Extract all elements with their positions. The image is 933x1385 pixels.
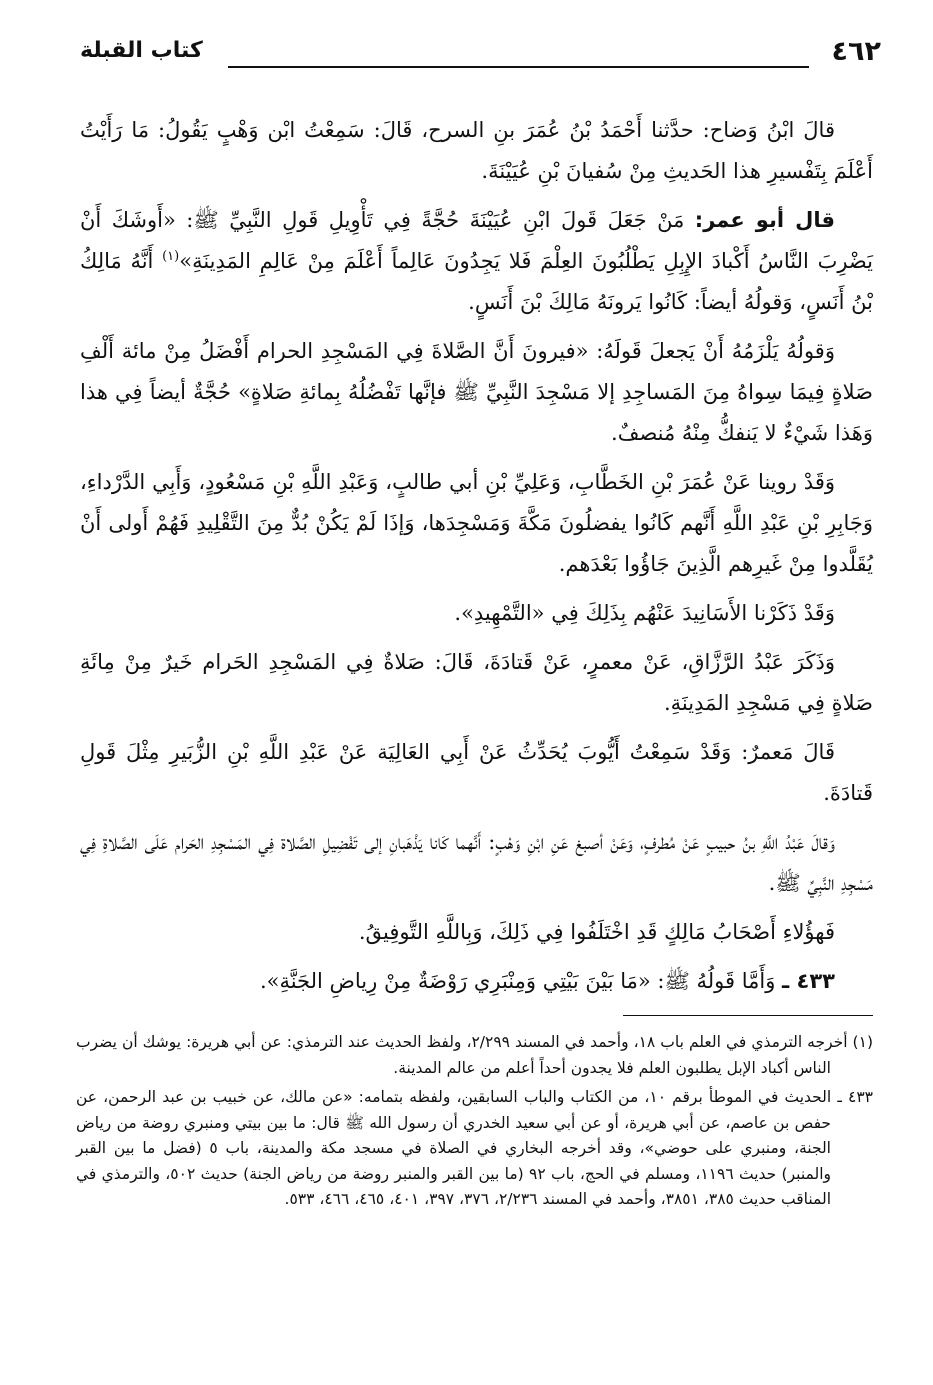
footnotes	[76, 1030, 873, 1217]
speaker-label: قال أبو عمر:	[694, 208, 835, 232]
footnote-ref-1[interactable]: (١)	[162, 249, 180, 264]
paragraph-3: وَقولُهُ يَلْزَمُهُ أَنْ يَجعلَ قَولَهُ: «فيرونَ أَنَّ الصَّلاةَ فِي المَسْجِدِ الحرام أَفْضَلُ مِنْ مائة أَلْفِ صَلاةٍ فِيمَا سِواهُ مِنَ المَساجِدِ إلا مَسْجِدَ النَّبِيِّ ﷺ فإنَّها تَفْضُلُهُ بِمائةِ صَلاةٍ» حُجَّةٌ أيضاً فِي هذا وَهَذا شَيْءٌ لا يَنفكُّ مِنْهُ مُنصفٌ.	[80, 339, 873, 445]
page-number: ٤٦٢	[831, 36, 881, 67]
paragraph-6: وَذَكَرَ عَبْدُ الرَّزَّاقِ، عَنْ معمرٍ، عَنْ قَتادَةَ، قَالَ: صَلاةٌ فِي المَسْجِدِ الحَرام خَيرٌ مِنْ مِائَةِ صَلاةٍ فِي مَسْجِدِ المَدِينَةِ.	[80, 650, 873, 715]
page-header	[80, 34, 881, 74]
paragraph-10-text: وَأَمَّا قَولُهُ ﷺ: «مَا بَيْنَ بَيْتِي وَمِنْبَرِي رَوْضَةٌ مِنْ رِياضِ الجَنَّةِ».	[259, 969, 783, 993]
paragraph-1: قالَ ابْنُ وَضاح: حدَّثنا أَحْمَدُ بْنُ عُمَرَ بنِ السرح، قَالَ: سَمِعْتُ ابْن وَهْبٍ يَقُولُ: مَا رَأَيْتُ أَعْلَمَ بِتَفْسيرِ هذا الحَديثِ مِنْ سُفيانَ بْنِ عُيَيْنَةَ.	[80, 118, 873, 183]
paragraph-8: وَقالَ عَبْدُ اللَّهِ بنُ حبيبٍ عَنْ مُطرفٍ، وَعَنْ أصبغ عَنِ ابْنِ وَهْبٍ: أَنَّهما كَانا يَذْهَبانِ إلى تَفْضِيلِ الصَّلاة فِي المَسْجِدِ الحَرام عَلَى الصَّلاةِ فِي مَسْجِدِ النَّبِيِّ ﷺ.	[80, 830, 873, 895]
hadith-number: ٤٣٣ ـ	[782, 969, 835, 993]
paragraph-7: قَالَ مَعمرٌ: وَقَدْ سَمِعْتُ أَيُّوبَ يُحَدِّثُ عَنْ أَبِي العَالِيَة عَنْ عَبْدِ اللَّهِ بْنِ الزُّبَيرِ مِثْلَ قَولِ قَتادَةَ.	[80, 740, 873, 805]
book-title: كتاب القبلة	[80, 38, 203, 63]
footnote-divider	[623, 1015, 873, 1016]
paragraph-9: فَهؤُلاءِ أَصْحَابُ مَالِكٍ قَدِ اخْتَلَفُوا فِي ذَلِكَ، وَبِاللَّهِ التَّوفِيقُ.	[358, 920, 835, 944]
footnote-2: ٤٣٣ ـ الحديث في الموطأ برقم ١٠، من الكتاب والباب السابقين، ولفظه بتمامه: «عن مالك، عن خبيب بن عبد الرحمن، عن حفص بن عاصم، عن أبي هريرة، أو عن أبي سعيد الخدري أن رسول الله ﷺ قال: ما بين بيتي ومنبري روضة من رياض الجنة، ومنبري على حوضي»، وقد أخرجه البخاري في الصلاة في مسجد مكة والمدينة، باب ٥ (فضل ما بين القبر والمنبر) حديث ١١٩٦، ومسلم في الحج، باب ٩٢ (ما بين القبر والمنبر روضة من رياض الجنة) حديث ٥٠٢، والترمذي في المناقب حديث ٣٨٥، ٣٨٥١، وأحمد في المسند ٢/٢٣٦، ٣٧٦، ٣٩٧، ٤٠١، ٤٦٥، ٤٦٦، ٥٣٣.	[76, 1088, 873, 1208]
main-text	[80, 110, 873, 1010]
paragraph-2-tail: أَنَّهُ مَالِكُ بْنُ أَنَسٍ، وَقولُهُ أيضاً: كَانُوا يَرونَهُ مَالِكَ بْنَ أَنَسٍ.	[80, 249, 873, 314]
footnote-1: (١) أخرجه الترمذي في العلم باب ١٨، وأحمد في المسند ٢/٢٩٩، ولفظ الحديث عند الترمذي: عن أبي هريرة: يوشك أن يضرب الناس أكباد الإبل يطلبون العلم فلا يجدون أحداً أعلم من عالم المدينة.	[76, 1033, 873, 1077]
header-rule	[228, 66, 809, 68]
paragraph-2	[80, 200, 873, 323]
paragraph-2-text: مَنْ جَعَلَ قَولَ ابْنِ عُيَيْنَةَ حُجَّةً فِي تَأْوِيلِ قَولِ النَّبِيِّ ﷺ: «أَوشَكَ أَنْ يَضْرِبَ النَّاسُ أَكْبادَ الإِبِلِ يَطْلُبُونَ العِلْمَ فَلا يَجِدُونَ عَالِماً أَعْلَمَ مِنْ عَالِمِ المَدِينَةِ»	[80, 208, 873, 273]
paragraph-10	[80, 961, 873, 1002]
paragraph-5: وَقَدْ ذَكَرْنا الأَسَانِيدَ عَنْهُم بِذَلِكَ فِي «التَّمْهِيدِ».	[454, 601, 835, 625]
paragraph-4: وَقَدْ روينا عَنْ عُمَرَ بْنِ الخَطَّابِ، وَعَلِيِّ بْنِ أبي طالبٍ، وَعَبْدِ اللَّهِ بْنِ مَسْعُودٍ، وَأَبِي الدَّرْداءِ، وَجَابِرِ بْنِ عَبْدِ اللَّهِ أَنَّهم كَانُوا يفضلُونَ مَكَّةَ وَمَسْجِدَها، وَإذَا لَمْ يَكُنْ بُدٌّ مِنَ التَّقْلِيدِ فَهُمْ أَولى أَنْ يُقَلَّدوا مِنْ غَيرِهم الَّذِينَ جَاؤُوا بَعْدَهم.	[80, 470, 873, 576]
